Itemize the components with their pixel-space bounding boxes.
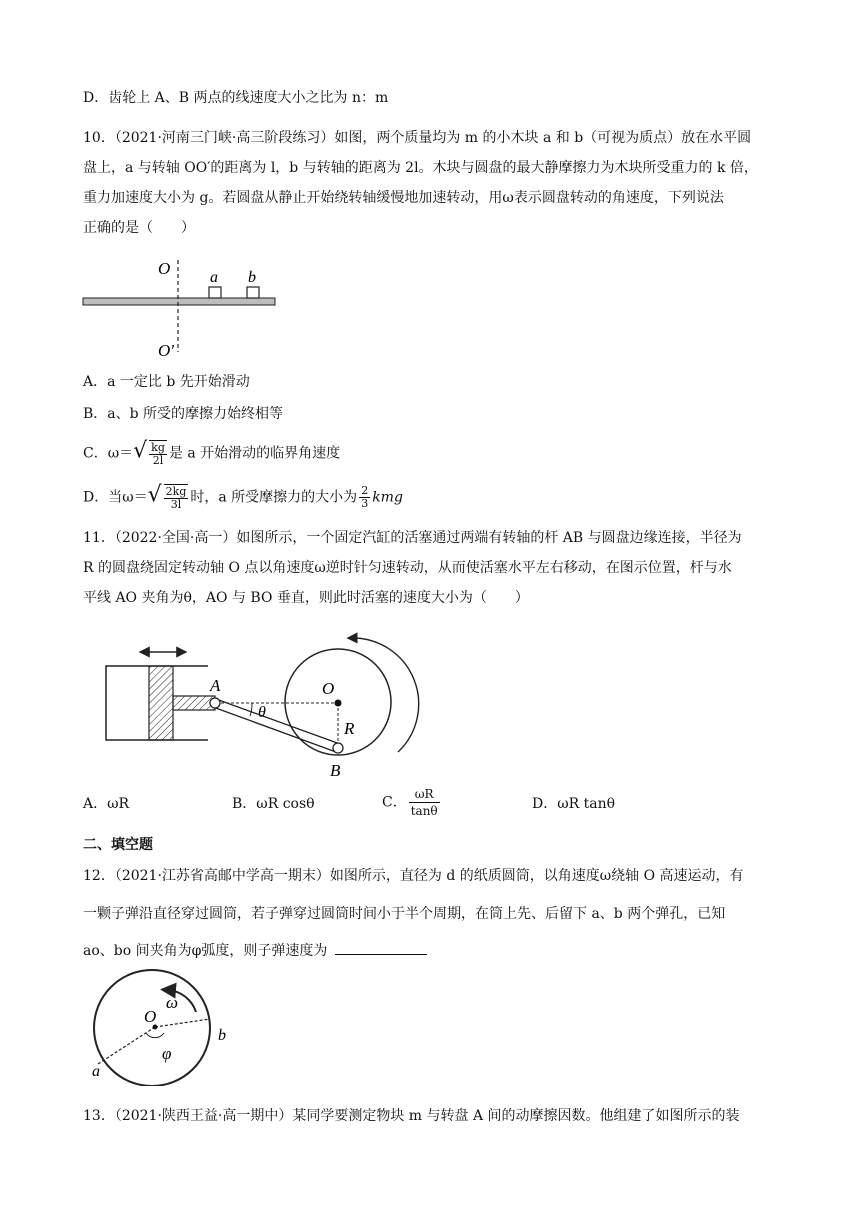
q10-option-c-sqrt: √ $\frac{kg}{2l}$ (133, 438, 165, 467)
q10-stem-line-2: 盘上，a 与转轴 OO′的距离为 l，b 与转轴的距离为 2l。木块与圆盘的最大静摩擦力为木块所受重力的 k 倍， (83, 160, 758, 176)
q10-option-b: B．a、b 所受的摩擦力始终相等 (83, 406, 284, 422)
q12-label-omega: ω (166, 993, 179, 1012)
q12-stem-line-3-text: ao、bo 间夹角为φ弧度，则子弹速度为 (83, 943, 328, 959)
q11-option-c-prefix: C． (382, 794, 407, 811)
q11-label-a: A (210, 676, 221, 695)
q12-cylinder-figure (86, 966, 246, 1086)
q12-stem-line-1: 12．（2021·江苏省高邮中学高一期末）如图所示，直径为 d 的纸质圆筒，以角速度ω绕轴 O 高速运动，有 (83, 868, 744, 884)
q10-block-a (209, 287, 221, 298)
q12-label-b: b (218, 1027, 226, 1044)
q10-stem-line-4: 正确的是（ ） (83, 220, 195, 236)
q11-piston (149, 666, 173, 740)
q10-label-a: a (210, 269, 218, 286)
q10-stem-line-3: 重力加速度大小为 g。若圆盘从静止开始绕转轴缓慢地加速转动，用ω表示圆盘转动的角速度，下列说法 (83, 190, 724, 206)
q10-label-o-prime: O′ (158, 341, 174, 360)
q11-piston-figure (100, 632, 420, 782)
q10-option-d-suffix: kmg (372, 489, 403, 506)
q11-option-a: A．ωR (83, 796, 130, 812)
q11-label-o: O (322, 679, 335, 698)
q10-option-d (83, 484, 403, 511)
q12-answer-blank[interactable] (335, 940, 427, 955)
q10-label-o: O (158, 259, 171, 278)
q10-option-d-num: 2kg (165, 485, 187, 498)
q12-stem-line-3 (83, 940, 427, 961)
q10-option-c-prefix: C．ω＝ (83, 445, 134, 462)
q10-block-b (247, 287, 259, 298)
q11-stem-line-2: R 的圆盘绕固定转动轴 O 点以角速度ω逆时针匀速转动，从而使活塞水平左右移动，在图示位置，杆与水 (83, 560, 732, 576)
q10-option-c-num: kg (151, 441, 165, 454)
section-title-fill-in: 二、填空题 (83, 837, 153, 853)
q11-stem-line-1: 11．（2022·全国·高一）如图所示，一个固定汽缸的活塞通过两端有转轴的杆 AB 与圆盘边缘连接，半径为 (83, 530, 742, 546)
q11-angle-arc (250, 703, 252, 716)
q10-option-c (83, 440, 340, 467)
q11-option-c (382, 786, 442, 819)
q10-option-d-mid: 时，a 所受摩擦力的大小为 (190, 489, 358, 506)
q11-option-d: D．ωR tanθ (532, 796, 616, 812)
q12-stem-line-2: 一颗子弹沿直径穿过圆筒，若子弹穿过圆筒时间小于半个周期，在筒上先、后留下 a、b 两个弹孔，已知 (83, 906, 726, 922)
q10-option-d-frac-num: 2 (361, 484, 369, 497)
q10-option-c-suffix: 是 a 开始滑动的临界角速度 (168, 445, 341, 462)
q10-option-d-fraction (359, 485, 370, 510)
q12-label-o: O (144, 1007, 157, 1026)
q12-line-ob (155, 1019, 210, 1027)
q12-label-a: a (92, 1063, 100, 1080)
q11-hinge-b (333, 743, 343, 753)
q10-disc-plate (83, 298, 275, 305)
q11-option-c-den: tanθ (410, 804, 438, 818)
q10-label-b: b (248, 269, 256, 286)
q12-angle-arc (146, 1033, 164, 1038)
q11-rod-ab-bottom (213, 707, 336, 752)
q11-option-c-num: ωR (409, 786, 440, 803)
q11-label-b: B (330, 761, 341, 780)
q11-center-o (335, 700, 342, 707)
q12-line-oa (98, 1027, 155, 1064)
q11-rod-ab-top (216, 699, 340, 744)
q10-option-d-prefix: D．当ω＝ (83, 489, 148, 506)
q10-turntable-figure (80, 252, 290, 362)
q10-option-d-sqrt: √ $\frac{2kg}{3l}$ (147, 482, 187, 511)
q10-option-d-frac-den: 3 (361, 497, 369, 510)
q10-option-a: A．a 一定比 b 先开始滑动 (83, 374, 250, 390)
q11-label-r: R (344, 719, 355, 738)
q10-option-c-den: 2l (152, 454, 164, 467)
q11-option-b: B．ωR cosθ (232, 796, 315, 812)
q11-hinge-a (210, 698, 220, 708)
q11-piston-rod (173, 696, 215, 710)
q12-cylinder-section (94, 970, 210, 1086)
q10-stem-line-1: 10．（2021·河南三门峡·高三阶段练习）如图，两个质量均为 m 的小木块 a 和 b（可视为质点）放在水平圆 (83, 130, 752, 146)
q11-stem-line-3: 平线 AO 夹角为θ，AO 与 BO 垂直，则此时活塞的速度大小为（ ） (83, 590, 529, 606)
q10-option-d-den: 3l (170, 498, 182, 511)
q9-option-d: D．齿轮上 A、B 两点的线速度大小之比为 n：m (83, 90, 389, 106)
q11-option-c-fraction (409, 786, 440, 819)
q11-label-theta: θ (258, 704, 266, 721)
q13-stem-line-1: 13．（2021·陕西王益·高一期中）某同学要测定物块 m 与转盘 A 间的动摩擦因数。他组建了如图所示的装 (83, 1108, 740, 1124)
q12-label-phi: φ (162, 1044, 172, 1063)
